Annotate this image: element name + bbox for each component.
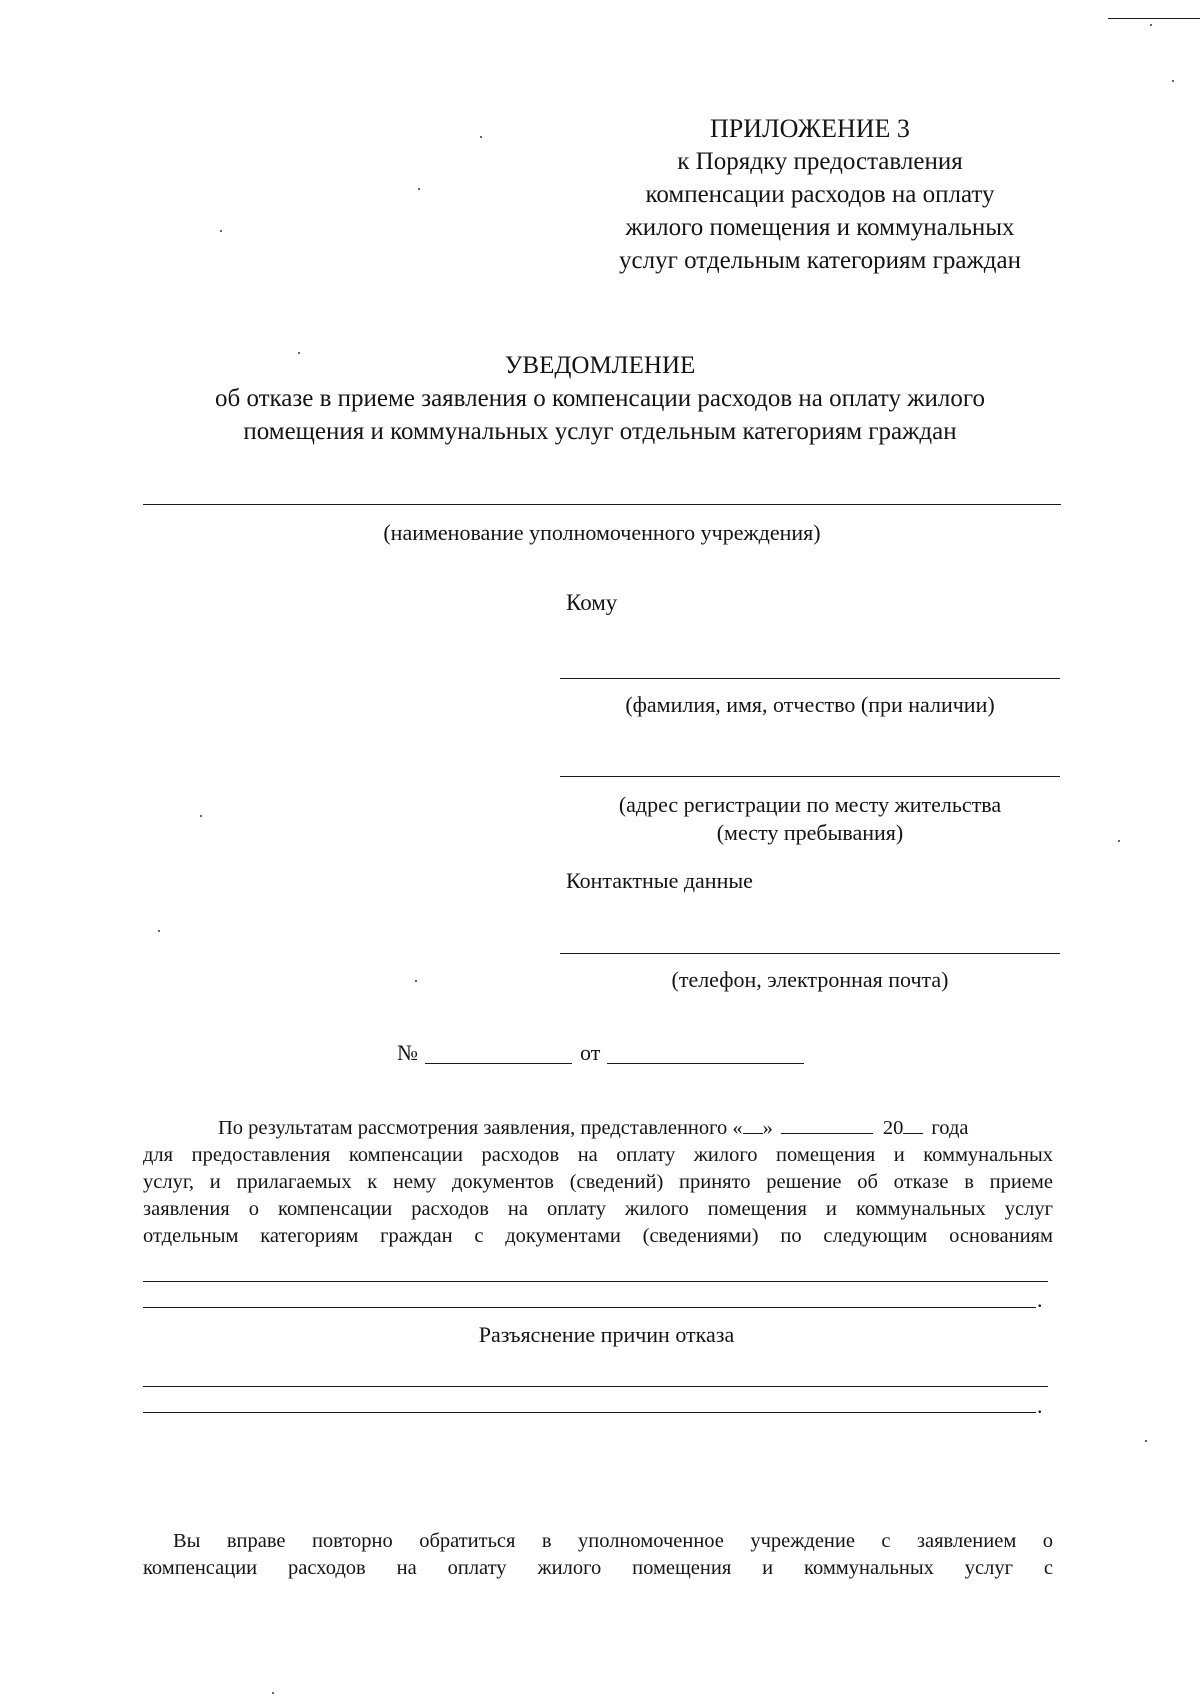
- recipient-name-caption: (фамилия, имя, отчество (при наличии): [625, 692, 995, 717]
- appendix-title: ПРИЛОЖЕНИЕ 3: [710, 114, 910, 143]
- number-field-line: [425, 1063, 572, 1064]
- scan-speck: [415, 980, 417, 982]
- paragraph-line-1: По результатам рассмотрения заявления, представленного « » 20 года: [143, 1113, 1053, 1142]
- paragraph-line-2: для предоставления компенсации расходов на оплату жилого помещения и коммунальных: [143, 1144, 1053, 1166]
- scan-speck: [200, 815, 202, 817]
- paragraph-line-5: отдельным категориям граждан с документами (сведениями) по следующим основаниям: [143, 1225, 1053, 1247]
- reason-line-1: [143, 1281, 1048, 1282]
- scan-speck: [418, 188, 420, 190]
- paragraph-line-4: заявления о компенсации расходов на оплату жилого помещения и коммунальных услуг: [143, 1198, 1053, 1220]
- number-label: №: [397, 1040, 418, 1065]
- month-field: [781, 1113, 873, 1134]
- scan-speck: [272, 1692, 274, 1694]
- recipient-address-line: [560, 776, 1060, 777]
- scan-speck: [298, 352, 300, 354]
- scan-speck: [220, 230, 222, 232]
- institution-name-line: [143, 504, 1061, 505]
- scan-speck: [1172, 80, 1174, 82]
- appendix-line-2: компенсации расходов на оплату: [645, 181, 995, 208]
- appendix-line-3: жилого помещения и коммунальных: [625, 214, 1015, 241]
- scan-edge-top: [1108, 18, 1200, 19]
- clarification-label: Разъяснение причин отказа: [478, 1322, 735, 1347]
- clarification-period: .: [1037, 1393, 1043, 1418]
- notice-subtitle-line-2: помещения и коммунальных услуг отдельным категориям граждан: [243, 418, 957, 445]
- appendix-line-1: к Порядку предоставления: [677, 148, 963, 175]
- appendix-line-4: услуг отдельным категориям граждан: [619, 247, 1021, 274]
- paragraph-line-3: услуг, и прилагаемых к нему документов (сведений) принято решение об отказе в приеме: [143, 1171, 1053, 1193]
- scan-speck: [1145, 1440, 1147, 1442]
- reason-period: .: [1037, 1287, 1043, 1312]
- recipient-address-caption-1: (адрес регистрации по месту жительства: [618, 792, 1002, 817]
- notice-title: УВЕДОМЛЕНИЕ: [504, 352, 696, 379]
- recipient-contacts-line: [560, 953, 1060, 954]
- recipient-address-caption-2: (месту пребывания): [716, 820, 904, 845]
- recipient-name-line: [560, 678, 1060, 679]
- reapply-line-1: Вы вправе повторно обратиться в уполномоченное учреждение с заявлением о: [173, 1530, 1053, 1552]
- clarification-line-1: [143, 1386, 1048, 1387]
- day-field: [743, 1113, 763, 1134]
- year-field: [903, 1113, 923, 1134]
- scan-speck: [1150, 24, 1152, 26]
- contacts-label: Контактные данные: [566, 868, 753, 893]
- recipient-contacts-caption: (телефон, электронная почта): [671, 967, 949, 992]
- reapply-line-2: компенсации расходов на оплату жилого помещения и коммунальных услуг с: [143, 1557, 1053, 1579]
- clarification-line-2: [143, 1412, 1036, 1413]
- scan-speck: [480, 136, 482, 138]
- institution-caption: (наименование уполномоченного учреждения): [383, 520, 821, 545]
- reason-line-2: [143, 1307, 1036, 1308]
- notice-subtitle-line-1: об отказе в приеме заявления о компенсации расходов на оплату жилого: [214, 385, 986, 412]
- date-label: от: [580, 1040, 601, 1065]
- scan-speck: [1118, 840, 1120, 842]
- decision-paragraph: [143, 1113, 1053, 1250]
- to-label: Кому: [566, 590, 618, 615]
- scan-speck: [158, 930, 160, 932]
- date-field-line: [607, 1063, 804, 1064]
- reapply-paragraph: [143, 1528, 1053, 1582]
